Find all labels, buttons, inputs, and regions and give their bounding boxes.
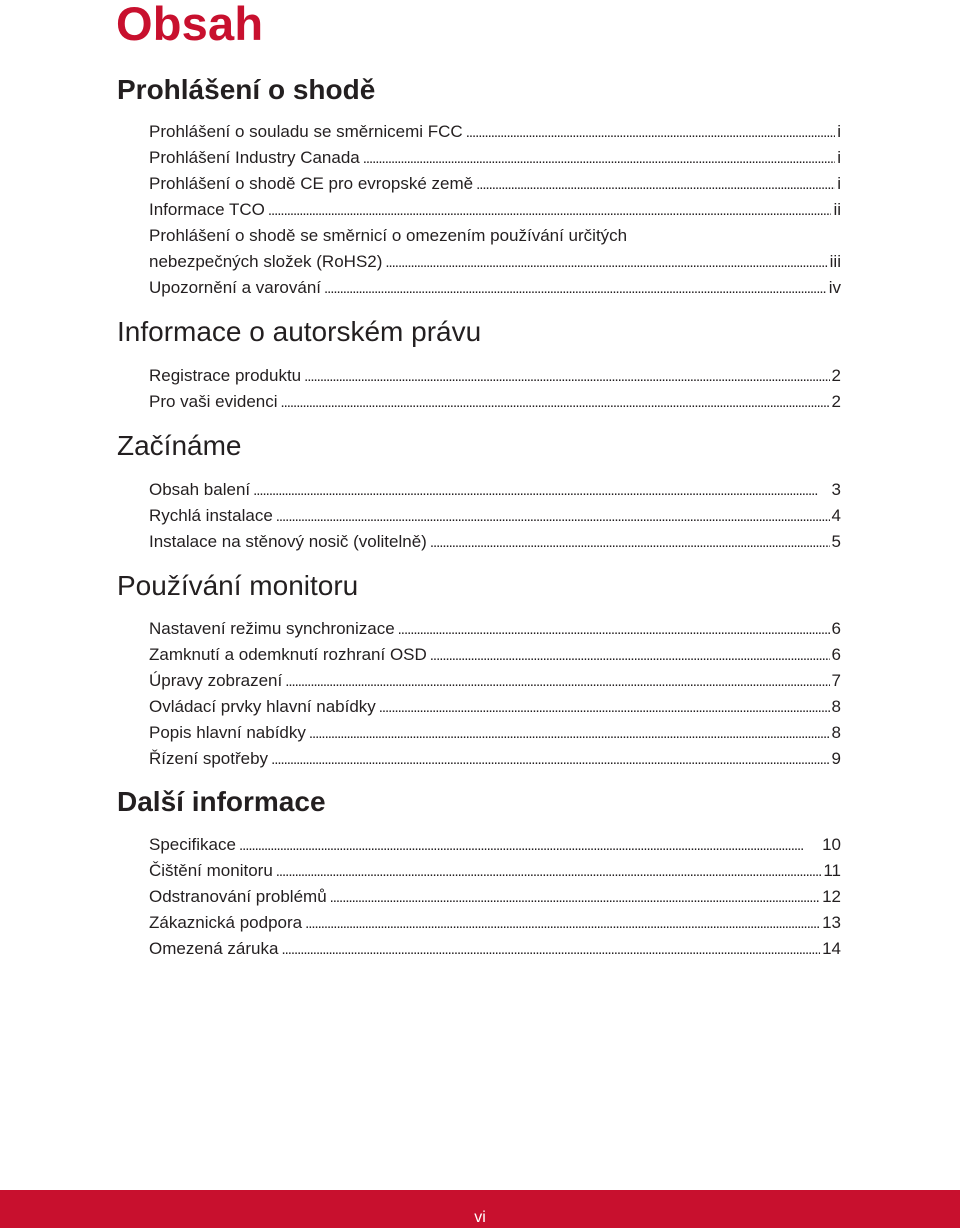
toc-entry-label: Popis hlavní nabídky xyxy=(149,723,306,742)
toc-entry-page: 6 xyxy=(831,619,841,638)
dot-leader xyxy=(385,250,827,275)
toc-entry-wall-mount[interactable] xyxy=(149,530,841,554)
toc-entry-troubleshooting[interactable] xyxy=(149,885,841,909)
toc-entry-customer-support[interactable] xyxy=(149,911,841,935)
toc-entry-warnings[interactable] xyxy=(149,276,841,300)
section-heading-using-monitor: Používání monitoru xyxy=(117,570,359,601)
toc-entry-main-menu-description[interactable] xyxy=(149,721,841,745)
toc-entry-page: 8 xyxy=(831,723,841,742)
toc-entry-product-registration[interactable] xyxy=(149,364,841,388)
dot-leader xyxy=(304,364,829,389)
toc-entry-page: 8 xyxy=(831,697,841,716)
toc-entry-page: ii xyxy=(833,200,841,219)
toc-entry-label: nebezpečných složek (RoHS2) xyxy=(149,252,383,271)
toc-entry-screen-adjust[interactable] xyxy=(149,669,841,693)
toc-entry-label: Zamknutí a odemknutí rozhraní OSD xyxy=(149,645,427,664)
toc-entry-page: i xyxy=(837,174,841,193)
page-title: Obsah xyxy=(116,0,264,50)
toc-entry-page: 13 xyxy=(822,913,841,932)
toc-entry-label: Prohlášení o souladu se směrnicemi FCC xyxy=(149,122,463,141)
toc-entry-label: Specifikace xyxy=(149,835,236,854)
toc-entry-label: Prohlášení o shodě CE pro evropské země xyxy=(149,174,474,193)
toc-entry-page: i xyxy=(837,122,841,141)
toc-entry-limited-warranty[interactable] xyxy=(149,937,841,961)
dot-leader xyxy=(305,911,820,936)
toc-entry-osd-lock[interactable] xyxy=(149,643,841,667)
toc-entry-label: Zákaznická podpora xyxy=(149,913,303,932)
toc-entry-fcc[interactable] xyxy=(149,120,841,144)
toc-entry-timing-mode[interactable] xyxy=(149,617,841,641)
dot-leader xyxy=(281,937,820,962)
toc-entry-page: 9 xyxy=(831,749,841,768)
section-heading-copyright: Informace o autorském právu xyxy=(117,316,482,347)
toc-entry-label: Prohlášení Industry Canada xyxy=(149,148,360,167)
toc-entry-label: Registrace produktu xyxy=(149,366,302,385)
dot-leader xyxy=(466,120,836,145)
toc-entry-for-your-records[interactable] xyxy=(149,390,841,414)
toc-entry-label: Nastavení režimu synchronizace xyxy=(149,619,395,638)
toc-entry-page: 12 xyxy=(822,887,841,906)
toc-entry-main-menu-controls[interactable] xyxy=(149,695,841,719)
dot-leader xyxy=(239,833,820,858)
dot-leader xyxy=(430,530,830,555)
dot-leader xyxy=(309,721,830,746)
dot-leader xyxy=(476,172,835,197)
toc-entry-quick-installation[interactable] xyxy=(149,504,841,528)
dot-leader xyxy=(330,885,820,910)
dot-leader xyxy=(281,390,830,415)
dot-leader xyxy=(363,146,835,171)
dot-leader xyxy=(324,276,827,301)
toc-entry-power-management[interactable] xyxy=(149,747,841,771)
dot-leader xyxy=(430,643,830,668)
section-heading-declarations: Prohlášení o shodě xyxy=(117,74,376,105)
toc-entry-page: 14 xyxy=(822,939,841,958)
toc-entry-page: 3 xyxy=(831,480,841,499)
toc-entry-label: Obsah balení xyxy=(149,480,251,499)
toc-entry-page: 2 xyxy=(831,366,841,385)
toc-entry-page: 10 xyxy=(822,835,841,854)
toc-entry-tco[interactable] xyxy=(149,198,841,222)
toc-entry-page: 5 xyxy=(831,532,841,551)
toc-entry-page: 6 xyxy=(831,645,841,664)
toc-entry-label: Rychlá instalace xyxy=(149,506,273,525)
toc-entry-ce[interactable] xyxy=(149,172,841,196)
toc-entry-label: Ovládací prvky hlavní nabídky xyxy=(149,697,376,716)
toc-entry-label: Odstranování problémů xyxy=(149,887,327,906)
toc-entry-label: Instalace na stěnový nosič (volitelně) xyxy=(149,532,427,551)
toc-entry-label: Informace TCO xyxy=(149,200,265,219)
dot-leader xyxy=(271,747,829,772)
toc-entry-label: Upozornění a varování xyxy=(149,278,321,297)
section-heading-getting-started: Začínáme xyxy=(117,430,242,461)
toc-entry-page: 2 xyxy=(831,392,841,411)
toc-entry-page: iv xyxy=(828,278,841,297)
toc-entry-label: Omezená záruka xyxy=(149,939,279,958)
dot-leader xyxy=(268,198,832,223)
toc-entry-label: Čištění monitoru xyxy=(149,861,273,880)
dot-leader xyxy=(379,695,830,720)
dot-leader xyxy=(398,617,830,642)
toc-entry-page: 11 xyxy=(823,861,841,880)
toc-entry-label: Pro vaši evidenci xyxy=(149,392,278,411)
toc-entry-label: Prohlášení o shodě se směrnicí o omezením používání určitých xyxy=(149,226,628,245)
toc-entry-rohs-line1[interactable] xyxy=(149,224,841,248)
dot-leader xyxy=(285,669,829,694)
section-heading-other-info: Další informace xyxy=(117,786,326,817)
toc-entry-page: 7 xyxy=(831,671,841,690)
toc-entry-rohs[interactable] xyxy=(149,250,841,274)
toc-entry-label: Řízení spotřeby xyxy=(149,749,269,768)
toc-entry-package-contents[interactable] xyxy=(149,478,841,502)
toc-entry-page: iii xyxy=(829,252,841,271)
toc-entry-industry-canada[interactable] xyxy=(149,146,841,170)
toc-entry-cleaning[interactable] xyxy=(149,859,841,883)
toc-entry-page: i xyxy=(837,148,841,167)
dot-leader xyxy=(276,859,822,884)
footer-page-number: vi xyxy=(474,1209,486,1226)
toc-entry-specifications[interactable] xyxy=(149,833,841,857)
dot-leader xyxy=(253,478,829,503)
toc-entry-page: 4 xyxy=(831,506,841,525)
dot-leader xyxy=(276,504,830,529)
toc-entry-label: Úpravy zobrazení xyxy=(149,671,283,690)
